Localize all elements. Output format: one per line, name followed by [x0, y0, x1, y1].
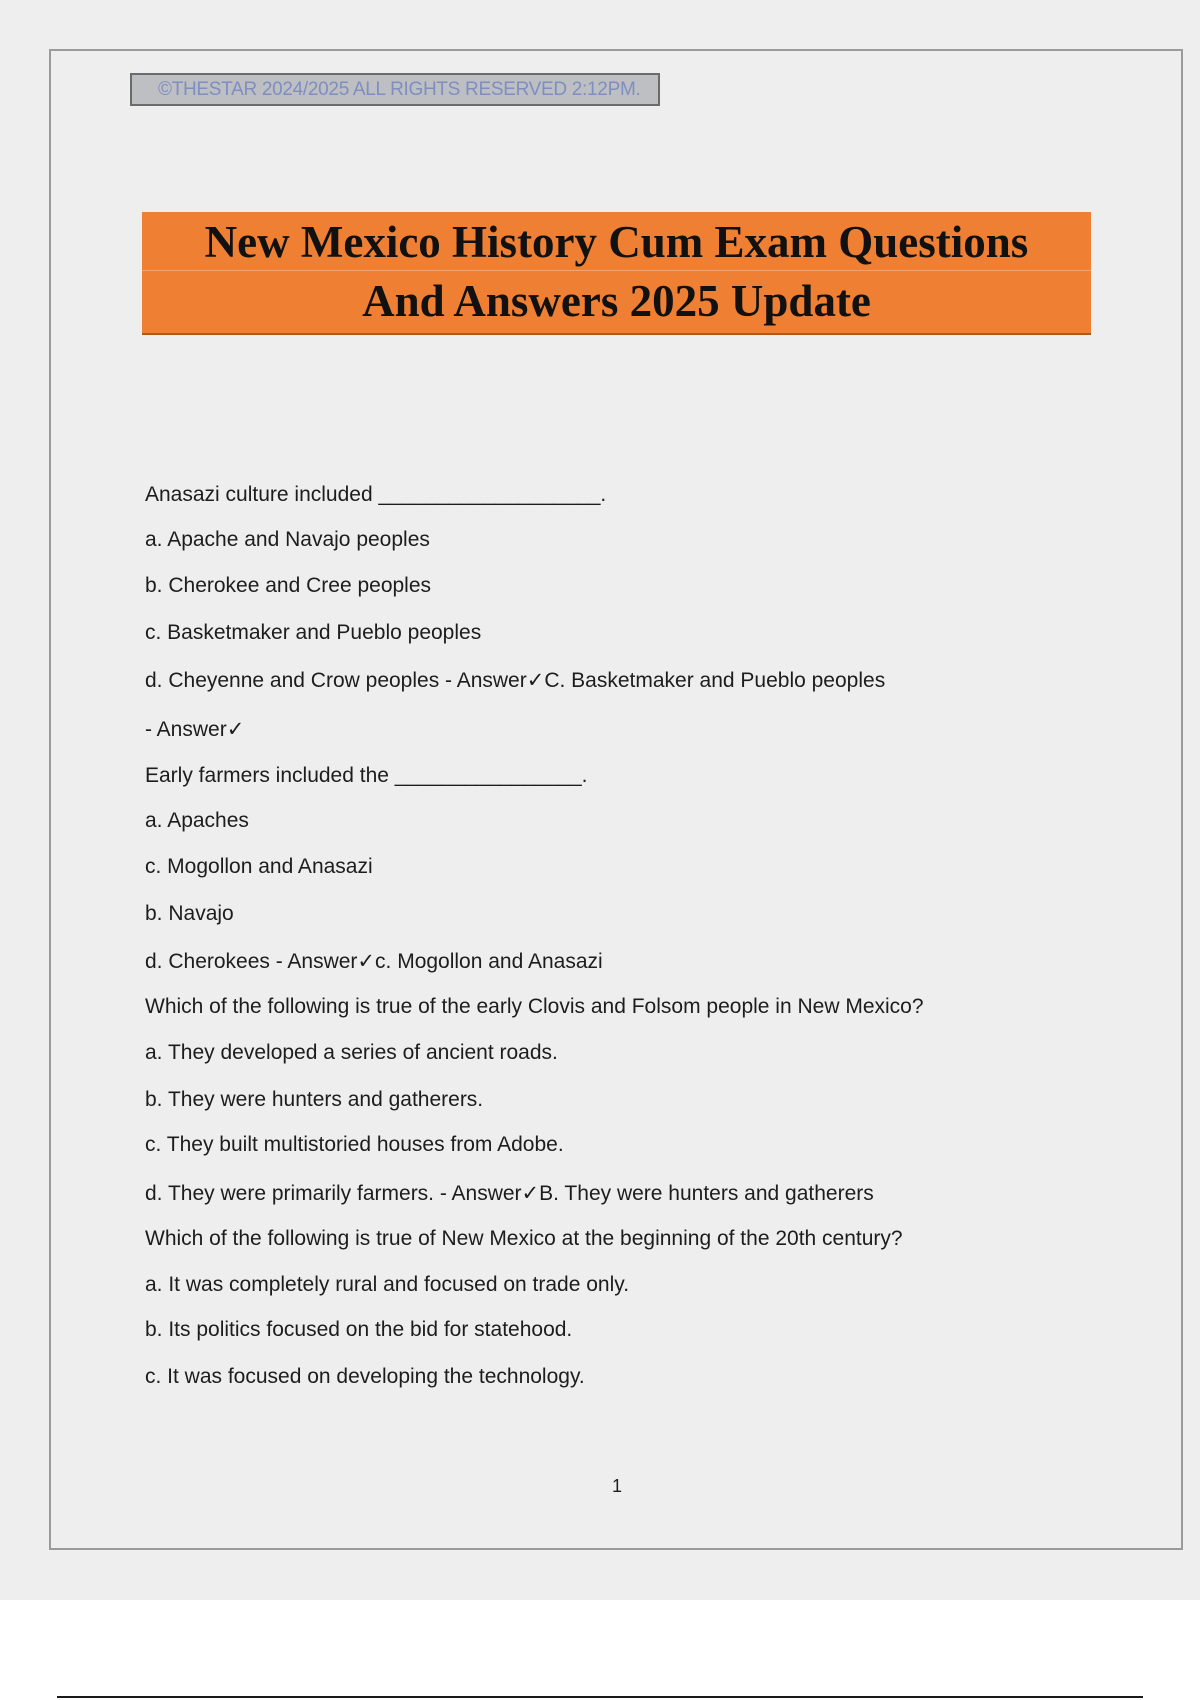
- copyright-watermark: ©THESTAR 2024/2025 ALL RIGHTS RESERVED 2:12PM.: [130, 73, 660, 106]
- option-line: b. They were hunters and gatherers.: [145, 1088, 484, 1111]
- option-line: c. They built multistoried houses from Adobe.: [145, 1133, 564, 1156]
- page-number: 1: [612, 1476, 623, 1496]
- question-2: Early farmers included the ________________.: [145, 764, 588, 787]
- title-line-1: New Mexico History Cum Exam Questions: [204, 217, 1029, 267]
- option-line: a. Apache and Navajo peoples: [145, 528, 430, 551]
- next-page-rule: [57, 1696, 1143, 1698]
- option-line: c. It was focused on developing the technology.: [145, 1365, 585, 1388]
- question-4: Which of the following is true of New Mexico at the beginning of the 20th century?: [145, 1227, 903, 1250]
- answer-line: - Answer✓: [145, 718, 245, 741]
- option-line: b. Navajo: [145, 902, 234, 925]
- title-banner: [142, 212, 1091, 335]
- question-1: Anasazi culture included ___________________.: [145, 483, 607, 506]
- answer-line: d. They were primarily farmers. - Answer✓B. They were hunters and gatherers: [145, 1182, 874, 1205]
- title-line-2: And Answers 2025 Update: [362, 276, 871, 326]
- option-line: b. Cherokee and Cree peoples: [145, 574, 432, 597]
- title-divider: [142, 270, 1091, 271]
- option-line: c. Basketmaker and Pueblo peoples: [145, 621, 482, 644]
- question-3: Which of the following is true of the early Clovis and Folsom people in New Mexico?: [145, 995, 924, 1018]
- answer-line: d. Cheyenne and Crow peoples - Answer✓C. Basketmaker and Pueblo peoples: [145, 669, 886, 692]
- option-line: b. Its politics focused on the bid for statehood.: [145, 1318, 573, 1341]
- option-line: c. Mogollon and Anasazi: [145, 855, 373, 878]
- option-line: a. It was completely rural and focused on trade only.: [145, 1273, 630, 1296]
- option-line: a. Apaches: [145, 809, 249, 832]
- answer-line: d. Cherokees - Answer✓c. Mogollon and Anasazi: [145, 950, 603, 973]
- option-line: a. They developed a series of ancient roads.: [145, 1041, 558, 1064]
